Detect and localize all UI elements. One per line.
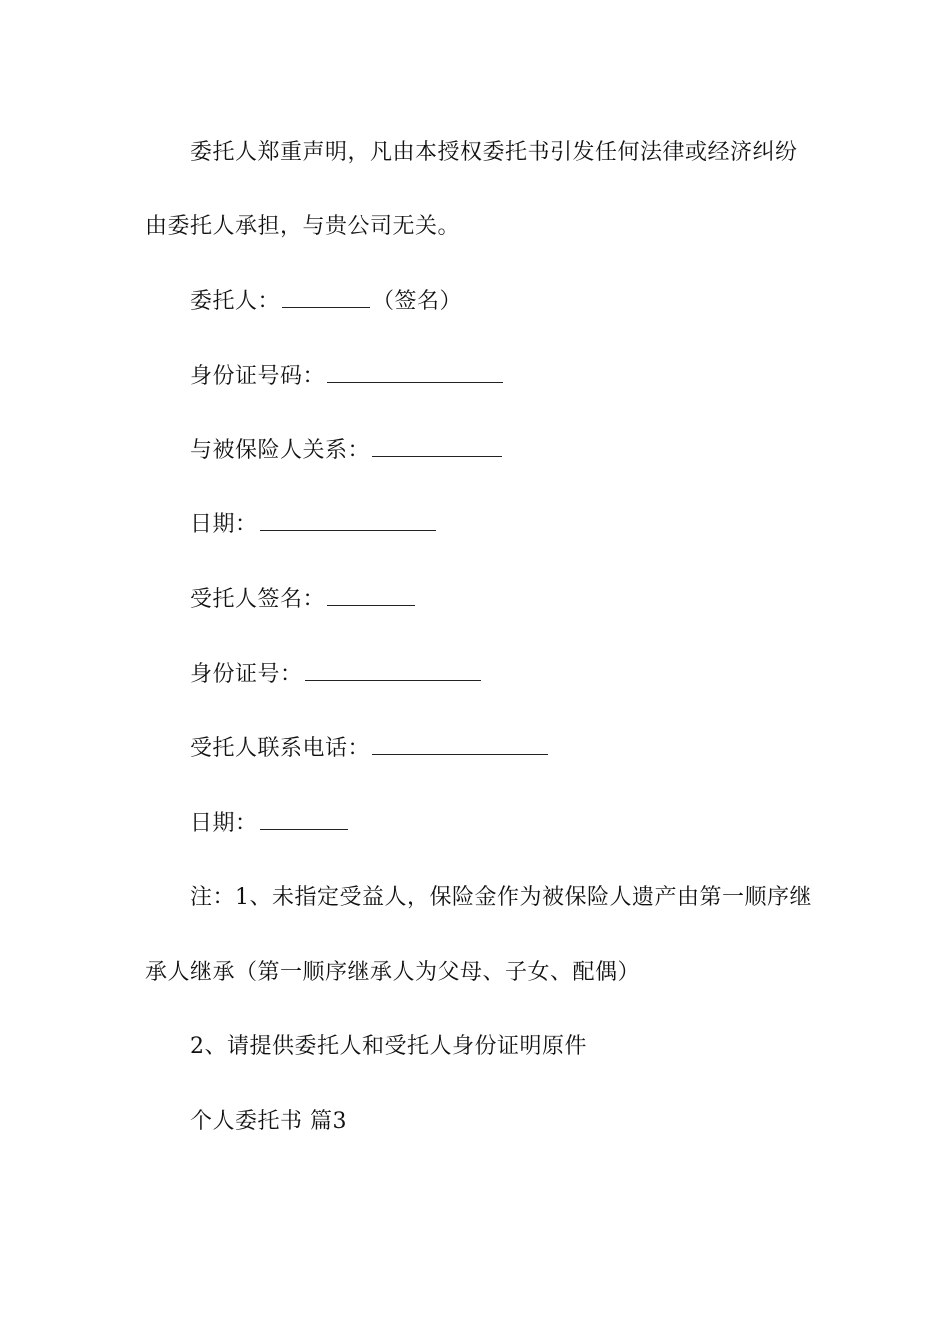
date-blank-2[interactable]: [260, 809, 348, 830]
id-number-blank[interactable]: [327, 362, 503, 383]
principal-label: 委托人：: [190, 289, 281, 314]
declaration-line-1: 委托人郑重声明，凡由本授权委托书引发任何法律或经济纠纷: [190, 140, 798, 165]
date-label-2: 日期：: [190, 811, 258, 836]
date-field-1: [190, 510, 438, 540]
relation-field: [190, 436, 504, 466]
agent-id-blank[interactable]: [305, 660, 481, 681]
agent-id-field: [190, 660, 483, 690]
principal-signature-blank[interactable]: [282, 287, 370, 308]
id-number-label: 身份证号码：: [190, 364, 326, 389]
agent-signature-label: 受托人签名：: [190, 587, 326, 612]
date-label-1: 日期：: [190, 512, 258, 537]
principal-signature-note: （签名）: [372, 289, 463, 314]
date-blank-1[interactable]: [260, 510, 436, 531]
note-1-line-2: 承人继承（第一顺序继承人为父母、子女、配偶）: [145, 960, 641, 985]
note-2: 2、请提供委托人和受托人身份证明原件: [190, 1034, 587, 1059]
relation-blank[interactable]: [372, 436, 502, 457]
agent-phone-label: 受托人联系电话：: [190, 736, 371, 761]
declaration-line-2: 由委托人承担，与贵公司无关。: [145, 214, 461, 239]
section-heading: 个人委托书 篇3: [190, 1109, 347, 1134]
id-number-field: [190, 362, 505, 392]
agent-id-label: 身份证号：: [190, 662, 303, 687]
agent-signature-field: [190, 585, 417, 615]
date-field-2: [190, 809, 350, 839]
note-1-line-1: 注：1、未指定受益人，保险金作为被保险人遗产由第一顺序继: [190, 885, 812, 910]
relation-label: 与被保险人关系：: [190, 438, 371, 463]
principal-field: [190, 287, 462, 317]
agent-phone-field: [190, 734, 550, 764]
agent-phone-blank[interactable]: [372, 734, 548, 755]
agent-signature-blank[interactable]: [327, 585, 415, 606]
